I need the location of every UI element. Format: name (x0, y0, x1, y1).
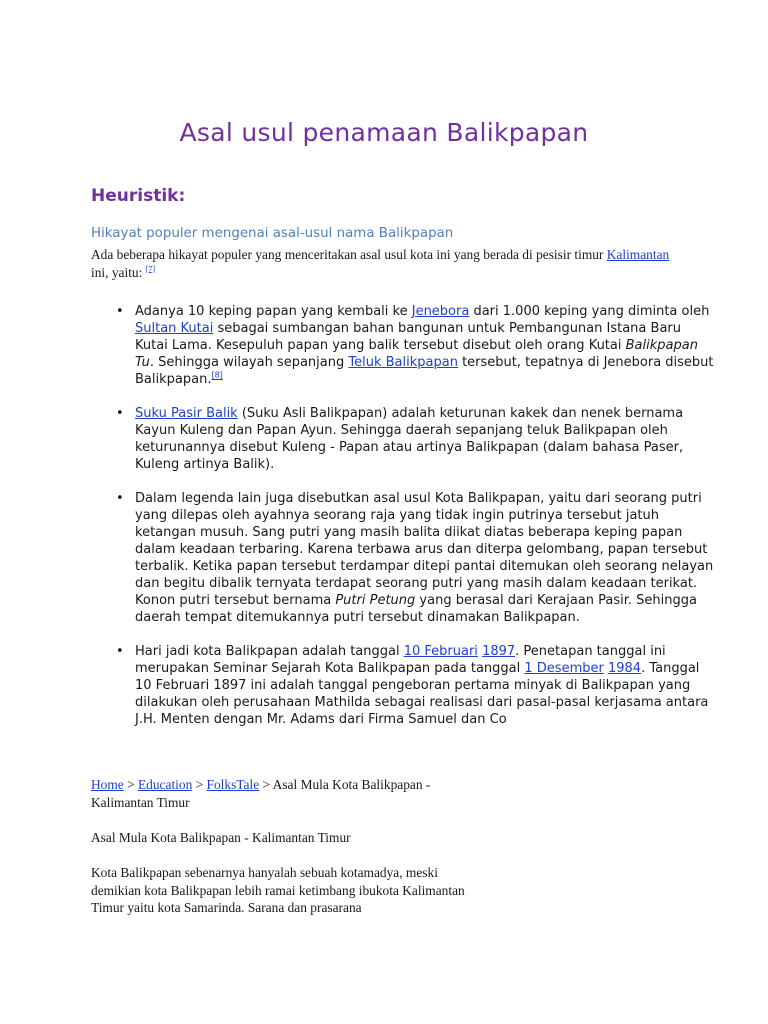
article-body: Kota Balikpapan sebenarnya hanyalah sebuah kotamadya, meski demikian kota Balikpapan lebih ramai ketimbang ibukota Kalimantan Timur yaitu kota Samarinda. Sarana dan prasarana (91, 865, 465, 915)
breadcrumb-folkstale-link[interactable]: FolksTale (206, 777, 260, 792)
suku-pasir-balik-link[interactable]: Suku Pasir Balik (135, 406, 238, 421)
list-item (135, 303, 715, 388)
item-italic-text: Putri Petung (335, 593, 416, 608)
list-item (135, 490, 715, 626)
item-text: . Penetapan tanggal ini merupakan Seminar Sejarah Kota Balikpapan pada tanggal (135, 644, 666, 676)
item-text: yang berasal dari Kerajaan Pasir. Sehingga daerah tempat ditemukannya putri tersebut dinamakan Balikpapan. (135, 593, 697, 625)
article-subtitle: Asal Mula Kota Balikpapan - Kalimantan Timur (91, 830, 351, 845)
item-text: tersebut, tepatnya di Jenebora disebut Balikpapan. (135, 355, 714, 387)
page-title: Asal usul penamaan Balikpapan (179, 118, 589, 147)
intro-text-end: ini, yaitu: (91, 264, 146, 280)
list-item (135, 643, 715, 728)
section-heading: Heuristik: (91, 186, 186, 206)
item-text: . Tanggal 10 Februari 1897 ini adalah tanggal pengeboran pertama minyak di Balikpapan yang dilakukan oleh perusahaan Mathilda sebagai realisasi dari pasal-pasal kerjasama antara J.H. Menten dengan Mr. Adams dari Firma Samuel dan Co (135, 661, 709, 727)
kalimantan-link[interactable]: Kalimantan (606, 247, 670, 262)
breadcrumb-separator: > (123, 777, 138, 792)
reference-link-8[interactable]: [8] (211, 370, 223, 380)
item-italic-text: Balikpapan Tu (135, 338, 698, 370)
breadcrumb-education-link[interactable]: Education (137, 777, 193, 792)
item-text: (Suku Asli Balikpapan) adalah keturunan kakek dan nenek bernama Kayun Kuleng dan Papan Ayun. Sehingga daerah sepanjang teluk Balikpapan oleh keturunannya disebut Kuleng - Papan atau artinya Balikpapan (dalam bahasa Paser, Kuleng artinya Balik). (135, 406, 684, 472)
breadcrumb-home-link[interactable]: Home (91, 777, 124, 792)
list-item (135, 405, 715, 473)
breadcrumb (91, 776, 491, 811)
item-text: Dalam legenda lain juga disebutkan asal usul Kota Balikpapan, yaitu dari seorang putri yang dilepas oleh ayahnya seorang raja yang tidak ingin putrinya tersebut jatuh ketangan musuh. Sang putri yang masih balita diikat diatas beberapa keping papan dalam keadaan terbaring. Karena terbawa arus dan diterpa gelombang, papan tersebut terbalik. Ketika papan tersebut terdampar ditepi pantai ditemukan oleh seorang nelayan dan begitu dibalik ternyata terdapat seorang putri yang masih dalam keadaan terikat. Konon putri tersebut bernama (135, 491, 714, 608)
hikayat-list (91, 303, 715, 745)
item-text: dari 1.000 keping yang diminta oleh (469, 304, 710, 319)
date-link-1-desember[interactable]: 1 Desember (524, 661, 604, 676)
item-text: Hari jadi kota Balikpapan adalah tanggal (135, 644, 404, 659)
breadcrumb-separator: > (259, 777, 273, 792)
subsection-heading: Hikayat populer mengenai asal-usul nama Balikpapan (91, 226, 454, 241)
item-text: Adanya 10 keping papan yang kembali ke (135, 304, 412, 319)
teluk-balikpapan-link[interactable]: Teluk Balikpapan (348, 355, 458, 370)
intro-paragraph (91, 246, 681, 281)
year-link-1897[interactable]: 1897 (482, 644, 516, 659)
year-link-1984[interactable]: 1984 (607, 661, 642, 676)
reference-link-7[interactable]: [7] (145, 264, 156, 274)
jenebora-link[interactable]: Jenebora (411, 304, 470, 319)
date-link-10-februari[interactable]: 10 Februari (403, 644, 478, 659)
breadcrumb-separator: > (192, 777, 207, 792)
intro-text: Ada beberapa hikayat populer yang menceritakan asal usul kota ini yang berada di pesisir timur (91, 247, 607, 262)
sultan-kutai-link[interactable]: Sultan Kutai (135, 321, 214, 336)
item-text: sebagai sumbangan bahan bangunan untuk Pembangunan Istana Baru Kutai Lama. Kesepuluh papan yang balik tersebut disebut oleh orang Kutai (135, 321, 681, 353)
item-text: . Sehingga wilayah sepanjang (149, 355, 349, 370)
breadcrumb-current: Asal Mula Kota Balikpapan - Kalimantan Timur (91, 777, 431, 810)
